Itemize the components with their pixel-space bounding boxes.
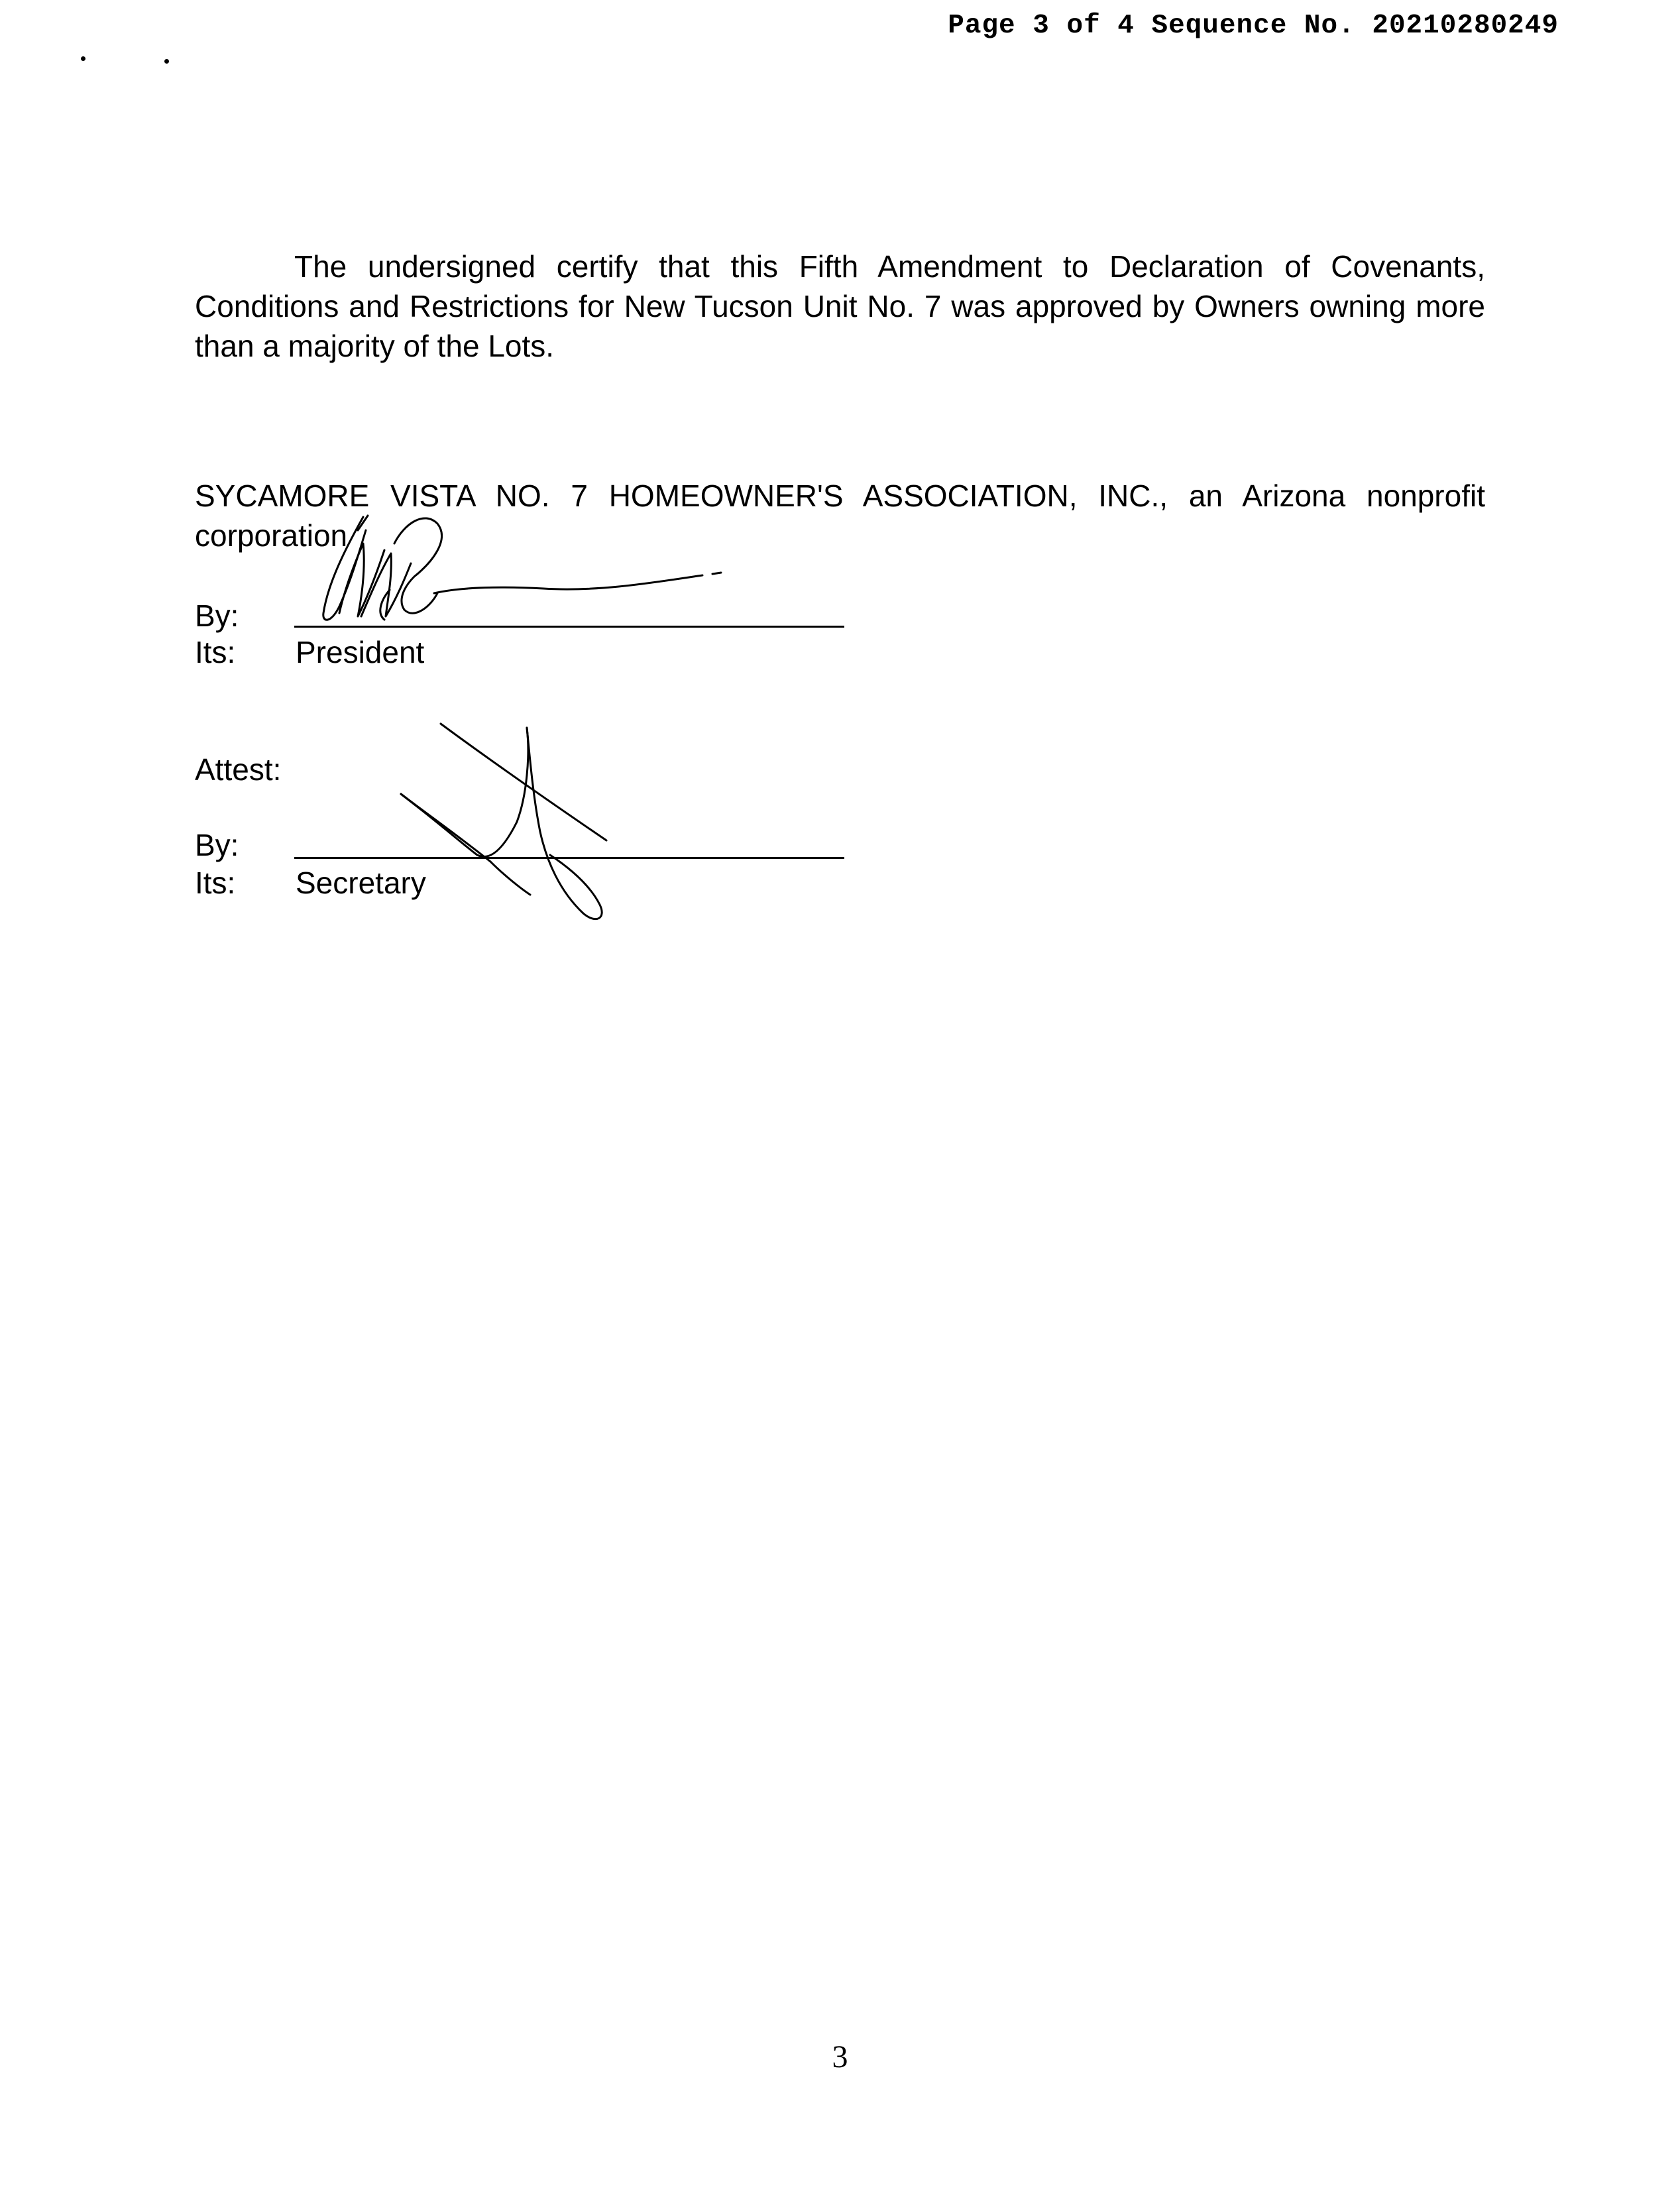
recording-header: Page 3 of 4 Sequence No. 20210280249 [948, 11, 1559, 41]
secretary-title: Secretary [296, 866, 426, 900]
attest-label: Attest: [195, 752, 282, 787]
president-title: President [296, 635, 425, 669]
secretary-by-label: By: [195, 828, 239, 862]
president-by-label: By: [195, 598, 239, 633]
certification-paragraph: The undersigned certify that this Fifth Amendment to Declaration of Covenants, Conditions and Restrictions for New Tucson Unit No. 7 was approved by Owners owning more than a majority of the Lots. [195, 249, 1485, 363]
page-number: 3 [832, 2039, 848, 2074]
president-its-label: Its: [195, 635, 236, 669]
president-signature [323, 516, 721, 620]
secretary-signature [401, 724, 606, 919]
secretary-its-label: Its: [195, 866, 236, 900]
corporation-name: SYCAMORE VISTA NO. 7 HOMEOWNER'S ASSOCIATION, INC., an Arizona nonprofit corporation [195, 479, 1485, 553]
